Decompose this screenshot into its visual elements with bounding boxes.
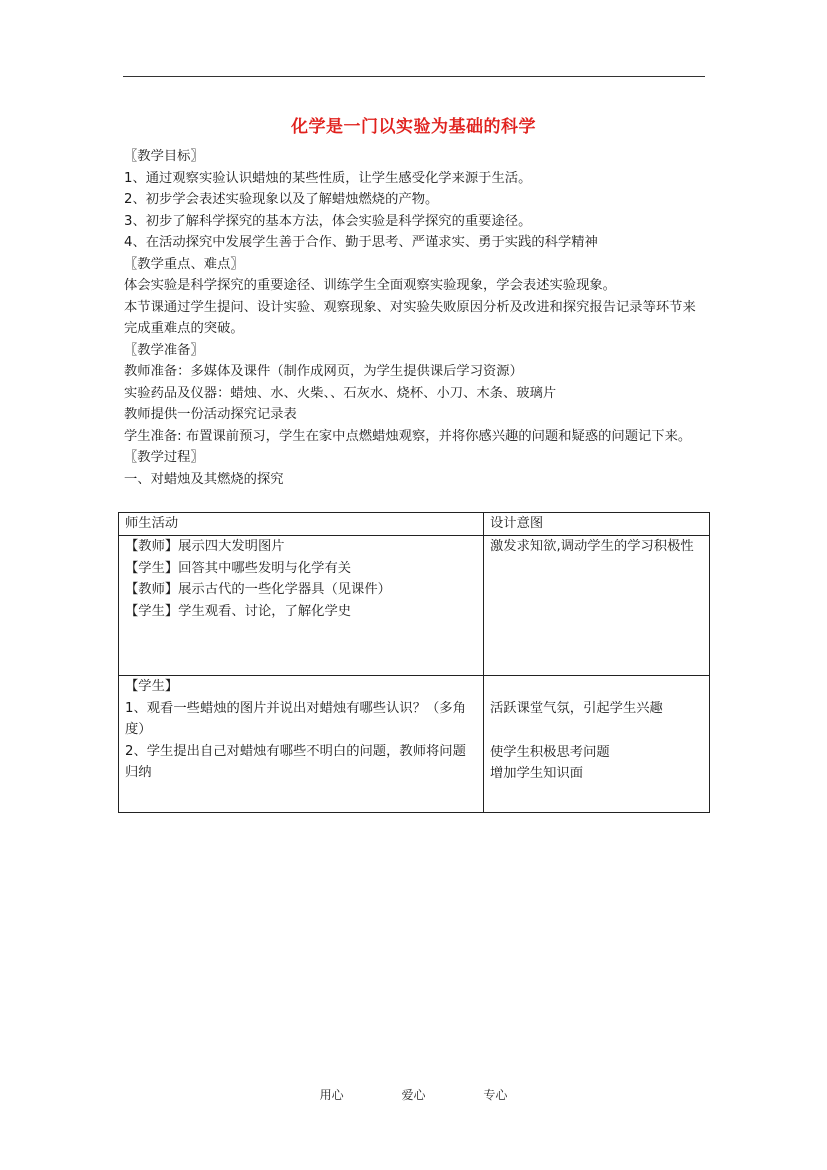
footer-text: 专心 [483, 1088, 508, 1102]
table-row [119, 536, 710, 676]
student-preparation: 学生准备: 布置课前预习，学生在家中点燃蜡烛观察，并将你感兴趣的问题和疑惑的问题记下来。 [124, 428, 692, 444]
section-heading-process: 〖教学过程〗 [124, 450, 204, 465]
objective-1: 1、通过观察实验认识蜡烛的某些性质，让学生感受化学来源于生活。 [124, 170, 532, 186]
lab-materials: 实验药品及仪器：蜡烛、水、火柴、、石灰水、烧杯、小刀、木条、玻璃片 [124, 385, 557, 401]
footer-text: 爱心 [401, 1088, 426, 1102]
section-heading-preparation: 〖教学准备〗 [124, 342, 204, 358]
header-activities: 师生活动 [119, 513, 484, 536]
page-footer [0, 1086, 827, 1103]
intent-cell [484, 676, 710, 813]
objective-2: 2、初步学会表述实验现象以及了解蜡烛燃烧的产物。 [124, 192, 439, 207]
activity-line: 【学生】学生观看、讨论，了解化学史 [125, 603, 352, 619]
intent-line: 使学生积极思考问题 [490, 744, 610, 760]
activity-line: 【学生】 [125, 679, 179, 694]
activity-line: 1、观看一些蜡烛的图片并说出对蜡烛有哪些认识？（多角度） [125, 700, 466, 737]
record-sheet-note: 教师提供一份活动探究记录表 [124, 407, 297, 422]
table-row [119, 676, 710, 813]
objective-3: 3、初步了解科学探究的基本方法，体会实验是科学探究的重要途径。 [124, 213, 532, 229]
page-title: 化学是一门以实验为基础的科学 [291, 117, 536, 137]
teacher-preparation: 教师准备：多媒体及课件（制作成网页，为学生提供课后学习资源） [124, 364, 523, 379]
lesson-activity-table [118, 512, 710, 813]
activity-cell [119, 676, 484, 813]
activity-line: 【学生】回答其中哪些发明与化学有关 [125, 560, 352, 576]
part-one-heading: 一、对蜡烛及其燃烧的探究 [124, 471, 284, 487]
footer-text: 用心 [319, 1088, 344, 1102]
activity-line: 【教师】展示四大发明图片 [125, 539, 285, 554]
activity-line: 2、学生提出自己对蜡烛有哪些不明白的问题，教师将问题归纳 [125, 743, 466, 780]
section-heading-objectives: 〖教学目标〗 [124, 149, 204, 164]
header-design-intent: 设计意图 [484, 513, 710, 536]
difficulty-text: 本节课通过学生提问、设计实验、观察现象、对实验失败原因分析及改进和探究报告记录等环节来完成重难点的突破。 [124, 299, 696, 336]
section-heading-key-points: 〖教学重点、难点〗 [124, 256, 244, 272]
activity-line: 【教师】展示古代的一些化学器具（见课件） [125, 582, 391, 597]
intent-cell [484, 536, 710, 676]
intent-line: 激发求知欲,调动学生的学习积极性 [490, 539, 694, 554]
intent-line: 增加学生知识面 [490, 766, 584, 781]
key-point-text: 体会实验是科学探究的重要途径、训练学生全面观察实验现象，学会表述实验现象。 [124, 278, 616, 293]
table-header-row [119, 513, 710, 536]
objective-4: 4、在活动探究中发展学生善于合作、勤于思考、严谨求实、勇于实践的科学精神 [124, 235, 598, 250]
header-rule [123, 76, 705, 77]
document-body [124, 146, 704, 490]
activity-cell [119, 536, 484, 676]
intent-line: 活跃课堂气氛，引起学生兴趣 [490, 701, 663, 716]
